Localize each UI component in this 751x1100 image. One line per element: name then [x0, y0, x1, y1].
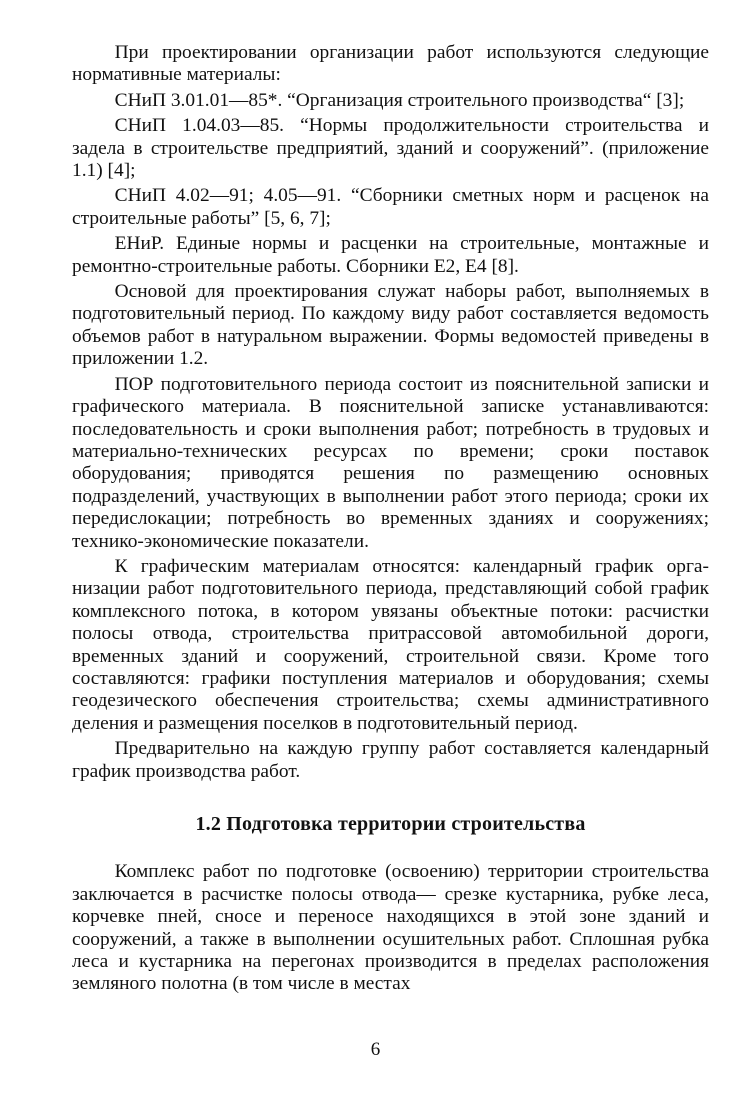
paragraph-enir: ЕНиР. Единые нормы и расценки на строительные, монтажные и ремонтно-строительные работы. Сборники Е2, Е4 [8]. — [72, 233, 709, 277]
page-number: 6 — [370, 1039, 381, 1060]
paragraph-snip-1-04-03: СНиП 1.04.03—85. “Нормы продолжительности строительства и задела в строительстве предприятий, зданий и сооружений”. (приложение 1.1) [4]; — [72, 115, 709, 182]
paragraph-snip-4-02: СНиП 4.02—91; 4.05—91. “Сборники сметных норм и расценок на строительные работы” [5, 6, 7]; — [72, 185, 709, 229]
paragraph-preliminary: Предварительно на каждую группу работ составляется календарный график производства работ. — [72, 738, 709, 782]
page-text — [72, 42, 709, 996]
paragraph-graphic-materials: К графическим материалам относятся: календарный график организации работ подготовительного периода, представляющий собой график комплексного потока, в котором увязаны объектные потоки: расчистки полосы отвода, строительства притрассовой автомобильной дороги, временных зданий и сооружений, строительной связи. Кроме того составляются: графики поступления материалов и оборудования; схемы геодезического обеспечения строительства; схемы административного деления и размещения поселков в подготовительный период. — [72, 555, 709, 734]
paragraph-basis: Основой для проектирования служат наборы работ, выполняемых в подготовительный период. По каждому виду работ составляется ведомость объемов работ в натуральном выражении. Формы ведомостей приведены в приложении 1.2. — [72, 281, 709, 370]
paragraph-intro: При проектировании организации работ используются следующие нормативные материалы: — [72, 42, 709, 86]
section-heading: 1.2 Подготовка территории строительства — [195, 813, 586, 835]
paragraph-snip-3-01-01: СНиП 3.01.01—85*. “Организация строительного производства“ [3]; — [114, 89, 685, 111]
paragraph-territory-prep: Комплекс работ по подготовке (освоению) территории строительства заключается в расчистке полосы отвода— срезке кустарника, рубке леса, корчевке пней, сносе и переносе находящихся в этой зоне зданий и сооружений, а также в выполнении осушительных работ. Сплошная рубка леса и кустарника на перегонах производится в пределах расположения земляного полотна (в том числе в местах — [72, 861, 709, 995]
paragraph-por: ПОР подготовительного периода состоит из пояснительной записки и графического материала. В пояснительной записке устанавливаются: последовательность и сроки выполнения работ; потребность в трудовых и материально-технических ресурсах по времени; сроки поставок оборудования; приводятся решения по размещению основных подразделений, участвующих в выполнении работ этого периода; сроки их передислокации; потребность во временных зданиях и сооружениях; технико-экономические показатели. — [72, 373, 709, 552]
